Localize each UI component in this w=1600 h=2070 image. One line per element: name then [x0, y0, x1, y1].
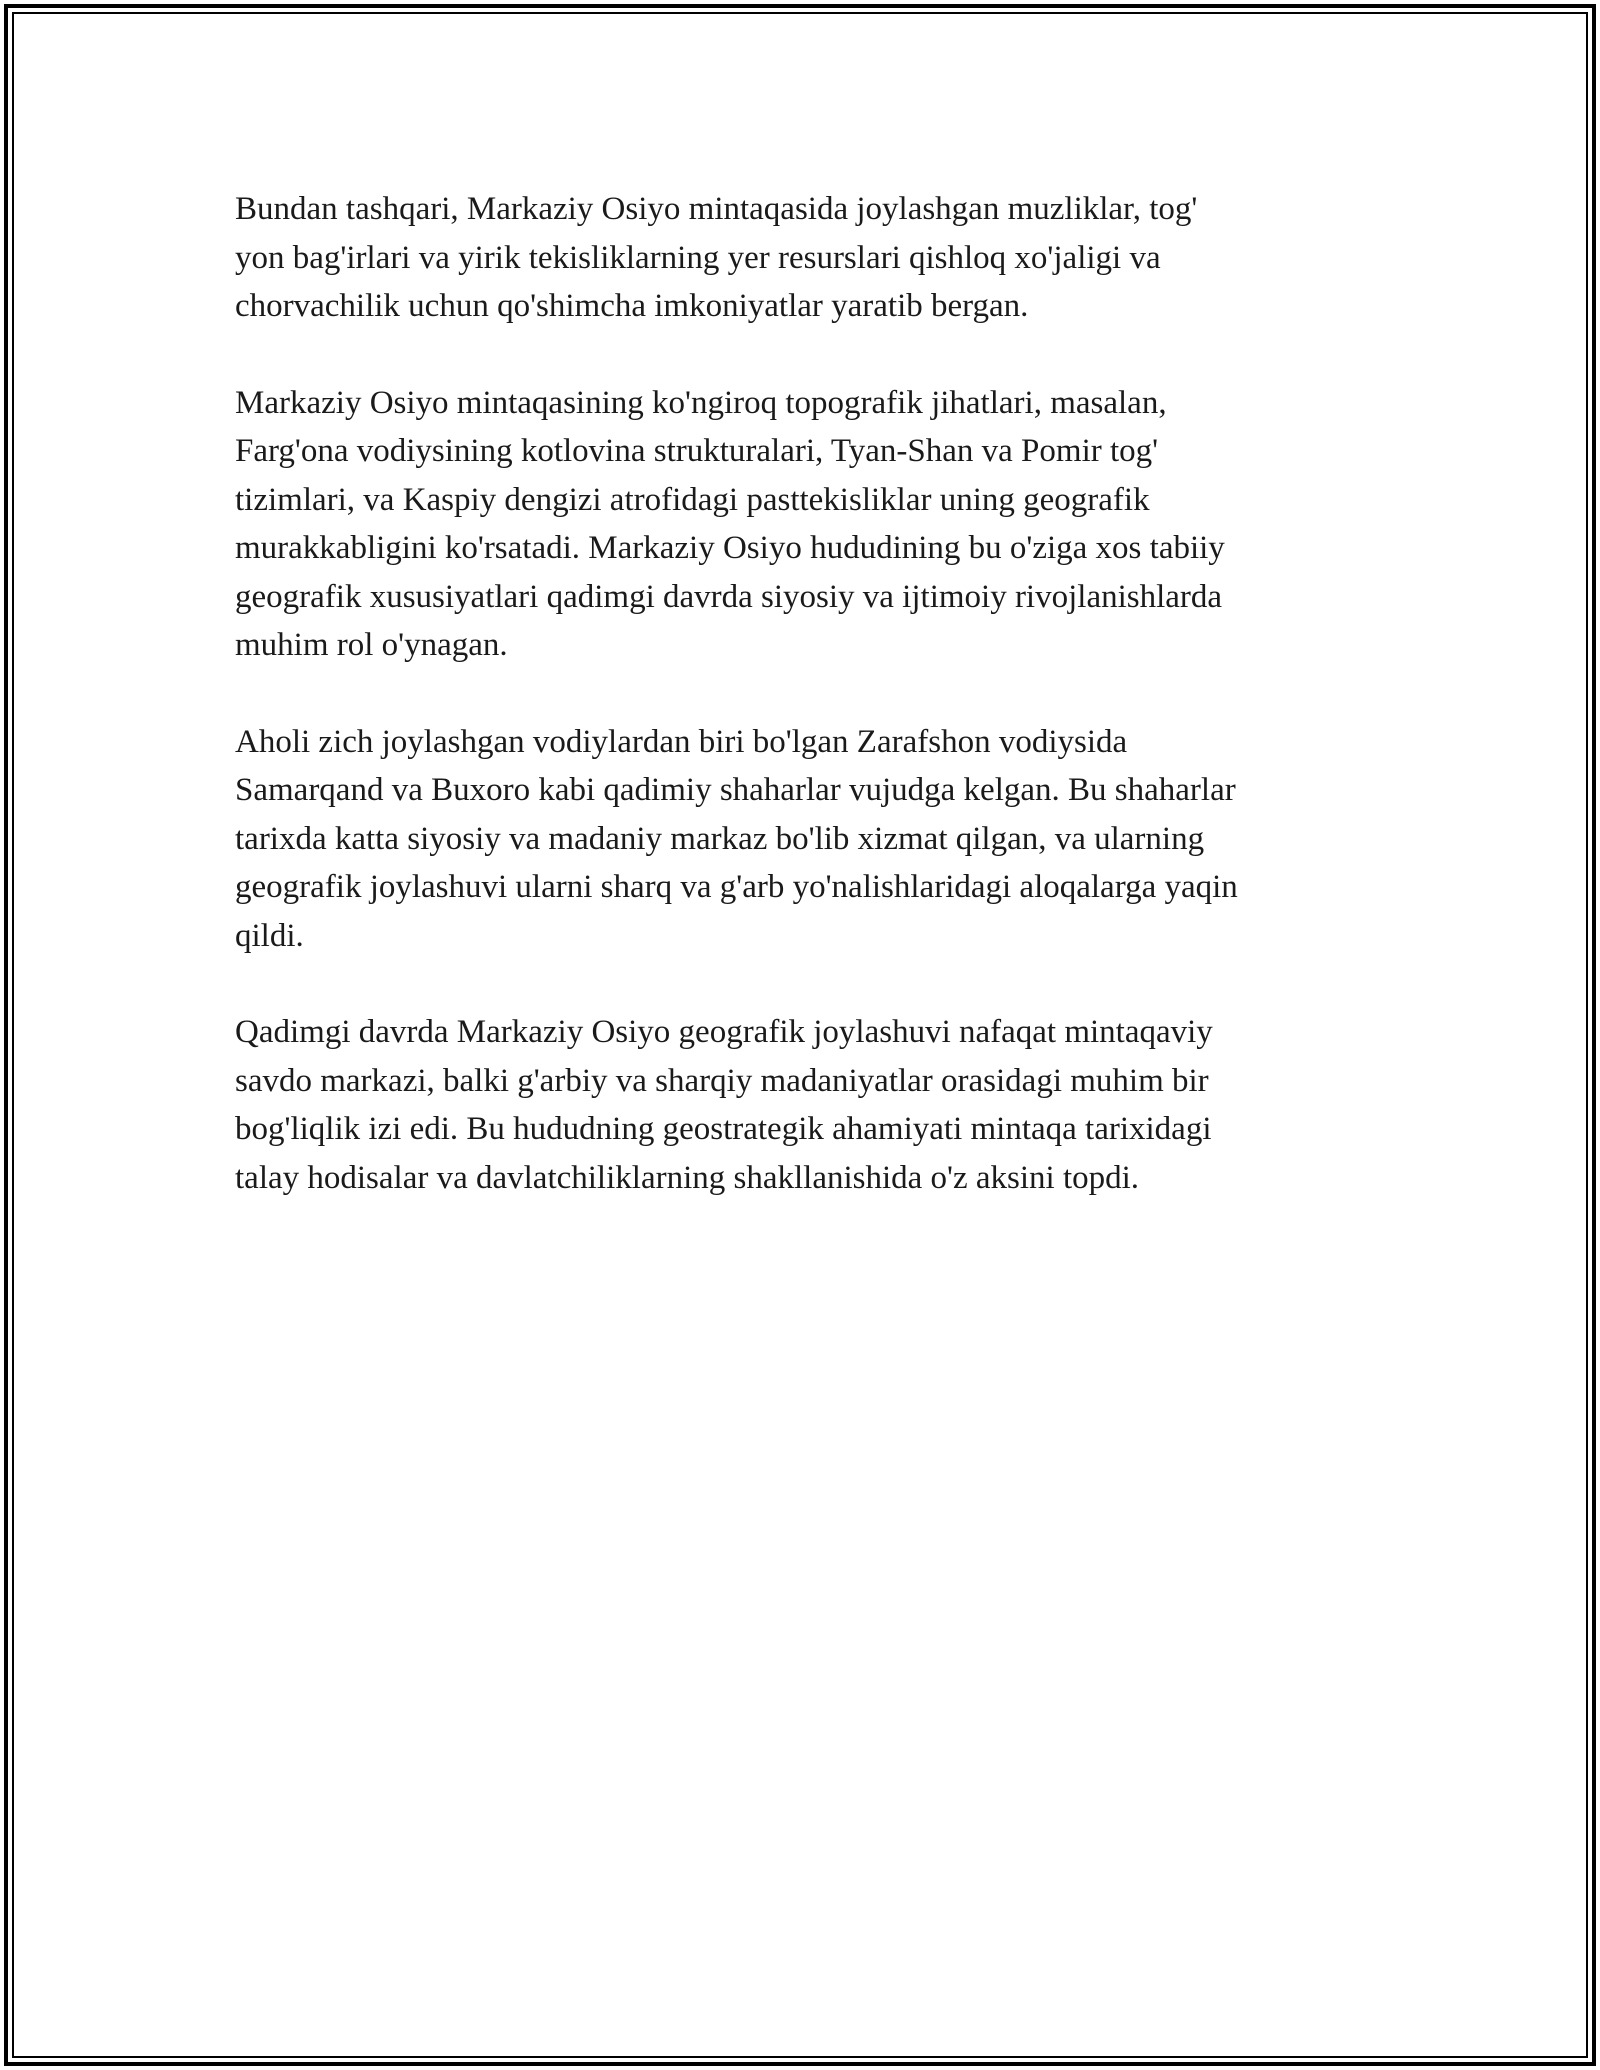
- document-body: [235, 185, 1365, 1250]
- paragraph-3: Aholi zich joylashgan vodiylardan biri bo'lgan Zarafshon vodiysida Samarqand va Buxoro kabi qadimiy shaharlar vujudga kelgan. Bu shaharlar tarixda katta siyosiy va madaniy markaz bo'lib xizmat qilgan, va ularning geografik joylashuvi ularni sharq va g'arb yo'nalishlaridagi aloqalarga yaqin qildi.: [235, 723, 1238, 954]
- paragraph-4: Qadimgi davrda Markaziy Osiyo geografik joylashuvi nafaqat mintaqaviy savdo markazi, balki g'arbiy va sharqiy madaniyatlar orasidagi muhim bir bog'liqlik izi edi. Bu hududning geostrategik ahamiyati mintaqa tarixidagi talay hodisalar va davlatchiliklarning shakllanishida o'z aksini topdi.: [235, 1014, 1213, 1196]
- paragraph-2: Markaziy Osiyo mintaqasining ko'ngiroq topografik jihatlari, masalan, Farg'ona vodiysining kotlovina strukturalari, Tyan-Shan va Pomir tog' tizimlari, va Kaspiy dengizi atrofidagi pasttekisliklar uning geografik murakkabligini ko'rsatadi. Markaziy Osiyo hududining bu o'ziga xos tabiiy geografik xususiyatlari qadimgi davrda siyosiy va ijtimoiy rivojlanishlarda muhim rol o'ynagan.: [235, 384, 1225, 663]
- paragraph-1: Bundan tashqari, Markaziy Osiyo mintaqasida joylashgan muzliklar, tog' yon bag'irlari va yirik tekisliklarning yer resurslari qishloq xo'jaligi va chorvachilik uchun qo'shimcha imkoniyatlar yaratib bergan.: [235, 191, 1198, 324]
